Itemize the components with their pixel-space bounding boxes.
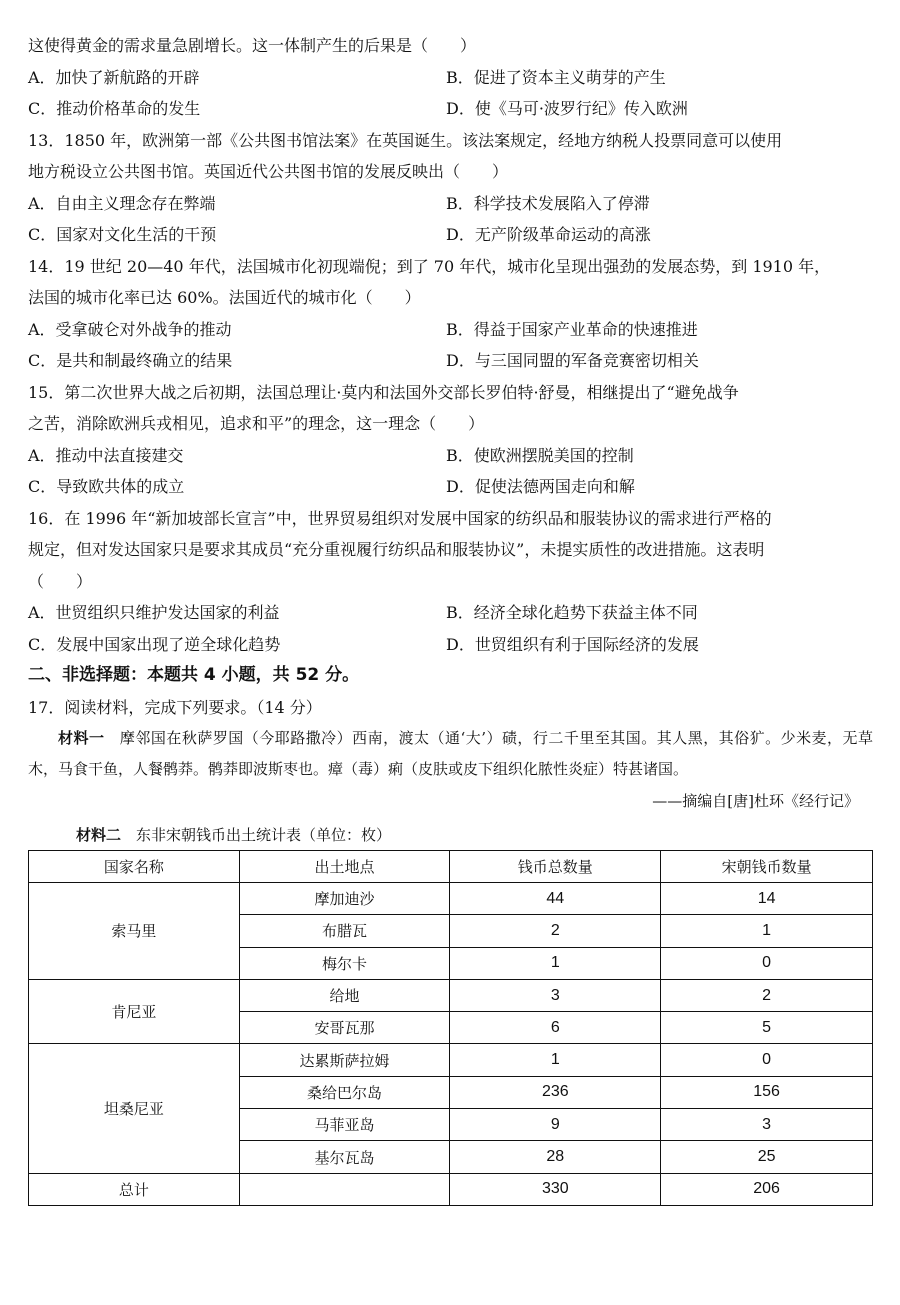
material-1-source: ——摘编自[唐]杜环《经行记》 bbox=[652, 792, 859, 810]
q13-option-d[interactable]: D．无产阶级革命运动的高涨 bbox=[446, 225, 651, 244]
country-cell: 索马里 bbox=[29, 883, 240, 980]
q12-option-c[interactable]: C．推动价格革命的发生 bbox=[28, 99, 201, 118]
total-sum-cell: 330 bbox=[450, 1173, 661, 1205]
q12-option-d[interactable]: D．使《马可·波罗行纪》传入欧洲 bbox=[446, 99, 688, 118]
q16-stem-line-2: 规定，但对发达国家只是要求其成员“充分重视履行纺织品和服装协议”，未提实质性的改进措施。这表明 bbox=[28, 540, 765, 559]
song-cell: 3 bbox=[661, 1109, 873, 1141]
table-row bbox=[29, 883, 873, 915]
total-cell: 28 bbox=[450, 1141, 661, 1173]
table-total-row bbox=[29, 1173, 873, 1205]
q15-option-c[interactable]: C．导致欧共体的成立 bbox=[28, 477, 185, 496]
q15-option-d[interactable]: D．促使法德两国走向和解 bbox=[446, 477, 635, 496]
total-cell: 1 bbox=[450, 1044, 661, 1076]
site-cell: 基尔瓦岛 bbox=[239, 1141, 450, 1173]
country-cell: 坦桑尼亚 bbox=[29, 1044, 240, 1173]
song-cell: 1 bbox=[661, 915, 873, 947]
q14-stem-line-2: 法国的城市化率已达 60%。法国近代的城市化（ ） bbox=[28, 288, 421, 307]
q16-options-row-2 bbox=[28, 629, 873, 661]
table-header-row bbox=[29, 851, 873, 883]
q12-option-a[interactable]: A．加快了新航路的开辟 bbox=[28, 67, 200, 87]
q13-option-b[interactable]: B．科学技术发展陷入了停滞 bbox=[446, 193, 650, 213]
song-cell: 5 bbox=[661, 1012, 873, 1044]
q13-option-c[interactable]: C．国家对文化生活的干预 bbox=[28, 225, 217, 244]
song-cell: 156 bbox=[661, 1076, 873, 1108]
q12-options-row-1 bbox=[28, 62, 873, 94]
material-2-label: 材料二 bbox=[76, 826, 122, 844]
material-2-title: 东非宋朝钱币出土统计表（单位：枚） bbox=[121, 826, 392, 844]
q14-stem-line-1: 14．19 世纪 20—40 年代，法国城市化初现端倪；到了 70 年代，城市化呈现出强劲的发展态势，到 1910 年， bbox=[28, 256, 831, 276]
material-1-label: 材料一 bbox=[58, 729, 105, 747]
q12-option-b[interactable]: B．促进了资本主义萌芽的产生 bbox=[446, 67, 666, 87]
q16-option-a[interactable]: A．世贸组织只维护发达国家的利益 bbox=[28, 603, 280, 622]
total-label-cell: 总计 bbox=[29, 1173, 240, 1205]
q16-option-d[interactable]: D．世贸组织有利于国际经济的发展 bbox=[446, 634, 699, 654]
song-cell: 0 bbox=[661, 1044, 873, 1076]
q17-material-1 bbox=[28, 723, 873, 785]
header-country: 国家名称 bbox=[29, 851, 240, 883]
q15-stem-line-2: 之苦，消除欧洲兵戎相见，追求和平”的理念，这一理念（ ） bbox=[28, 414, 485, 433]
site-cell: 布腊瓦 bbox=[239, 915, 450, 947]
q13-stem-line-2: 地方税设立公共图书馆。英国近代公共图书馆的发展反映出（ ） bbox=[28, 162, 509, 181]
total-cell: 2 bbox=[450, 915, 661, 947]
q12-options-row-2 bbox=[28, 93, 873, 125]
table-row bbox=[29, 1044, 873, 1076]
q16-stem-line-1: 16．在 1996 年“新加坡部长宣言”中，世界贸易组织对发展中国家的纺织品和服装协议的需求进行严格的 bbox=[28, 508, 772, 528]
site-cell: 马菲亚岛 bbox=[239, 1109, 450, 1141]
q15-option-a[interactable]: A．推动中法直接建交 bbox=[28, 445, 184, 465]
q12-stem-tail: 这使得黄金的需求量急剧增长。这一体制产生的后果是（ ） bbox=[28, 36, 477, 55]
song-sum-cell: 206 bbox=[661, 1173, 873, 1205]
song-coins-table bbox=[28, 850, 873, 1206]
q15-options-row-2 bbox=[28, 471, 873, 503]
material-2-caption bbox=[28, 820, 873, 850]
q14-option-a[interactable]: A．受拿破仑对外战争的推动 bbox=[28, 319, 232, 339]
site-cell: 桑给巴尔岛 bbox=[239, 1076, 450, 1108]
q16-option-b[interactable]: B．经济全球化趋势下获益主体不同 bbox=[446, 603, 698, 622]
total-cell: 44 bbox=[450, 883, 661, 915]
q15-options-row-1 bbox=[28, 440, 873, 472]
country-cell: 肯尼亚 bbox=[29, 979, 240, 1044]
q14-option-b[interactable]: B．得益于国家产业革命的快速推进 bbox=[446, 319, 698, 339]
exam-page bbox=[28, 30, 873, 1206]
total-cell: 9 bbox=[450, 1109, 661, 1141]
site-cell: 安哥瓦那 bbox=[239, 1012, 450, 1044]
site-cell: 梅尔卡 bbox=[239, 947, 450, 979]
song-cell: 25 bbox=[661, 1141, 873, 1173]
total-cell: 6 bbox=[450, 1012, 661, 1044]
q13-options-row-1 bbox=[28, 188, 873, 220]
section-2-heading: 二、非选择题：本题共 4 小题，共 52 分。 bbox=[28, 665, 360, 685]
q14-option-c[interactable]: C．是共和制最终确立的结果 bbox=[28, 351, 233, 370]
song-cell: 0 bbox=[661, 947, 873, 979]
q15-stem-line-1: 15．第二次世界大战之后初期，法国总理让·莫内和法国外交部长罗伯特·舒曼，相继提出了“避免战争 bbox=[28, 382, 739, 402]
q16-options-row-1 bbox=[28, 597, 873, 629]
q13-stem-line-1: 13．1850 年，欧洲第一部《公共图书馆法案》在英国诞生。该法案规定，经地方纳税人投票同意可以使用 bbox=[28, 130, 783, 150]
q14-option-d[interactable]: D．与三国同盟的军备竞赛密切相关 bbox=[446, 351, 699, 370]
total-cell: 3 bbox=[450, 979, 661, 1011]
song-cell: 14 bbox=[661, 883, 873, 915]
header-song: 宋朝钱币数量 bbox=[661, 851, 873, 883]
table-row bbox=[29, 979, 873, 1011]
site-cell: 给地 bbox=[239, 979, 450, 1011]
q13-option-a[interactable]: A．自由主义理念存在弊端 bbox=[28, 193, 216, 213]
header-site: 出土地点 bbox=[239, 851, 450, 883]
song-cell: 2 bbox=[661, 979, 873, 1011]
q16-stem-line-3: （ ） bbox=[28, 571, 93, 591]
site-cell: 摩加迪沙 bbox=[239, 883, 450, 915]
total-site-cell bbox=[239, 1173, 450, 1205]
q14-options-row-2 bbox=[28, 345, 873, 377]
site-cell: 达累斯萨拉姆 bbox=[239, 1044, 450, 1076]
q14-options-row-1 bbox=[28, 314, 873, 346]
total-cell: 1 bbox=[450, 947, 661, 979]
q15-option-b[interactable]: B．使欧洲摆脱美国的控制 bbox=[446, 445, 634, 465]
total-cell: 236 bbox=[450, 1076, 661, 1108]
header-total: 钱币总数量 bbox=[450, 851, 661, 883]
q17-stem: 17．阅读材料，完成下列要求。（14 分） bbox=[28, 697, 322, 717]
material-1-text: 摩邻国在秋萨罗国（今耶路撒冷）西南，渡太（通‘大’）碛，行二千里至其国。其人黑，其俗犷。少米麦，无草木，马食干鱼，人餐鹘莽。鹘莽即波斯枣也。瘴（毒）痢（皮肤或皮下组织化脓性炎症）特甚诸国。 bbox=[28, 729, 873, 778]
q16-option-c[interactable]: C．发展中国家出现了逆全球化趋势 bbox=[28, 634, 281, 654]
q13-options-row-2 bbox=[28, 219, 873, 251]
